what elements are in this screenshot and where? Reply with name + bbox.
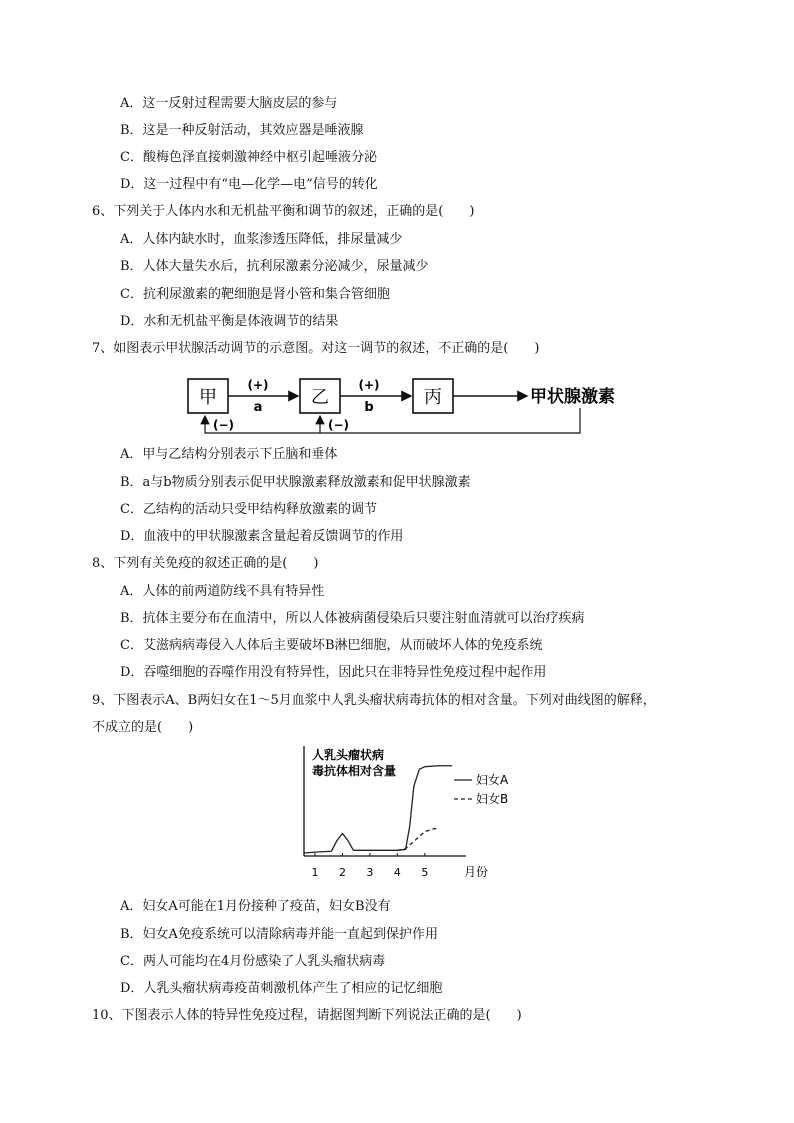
thyroid-hormone-label: 甲状腺激素 (530, 387, 615, 407)
x-axis-label: 月份 (464, 865, 489, 879)
legend-label-b: 妇女B (476, 792, 509, 806)
q6-option-b: B．人体大量失水后，抗利尿激素分泌减少，尿量减少 (120, 259, 429, 274)
y-axis-label-1: 人乳头瘤状病 (312, 748, 385, 762)
y-axis-label-2: 毒抗体相对含量 (312, 764, 397, 778)
q9-option-c: C．两人可能均在4月份感染了人乳头瘤状病毒 (120, 954, 386, 969)
thyroid-regulation-diagram (185, 372, 655, 440)
x-tick-label: 5 (421, 866, 429, 879)
x-tick-label: 3 (366, 866, 374, 879)
q9-stem-line1: 9、下图表示A、B两妇女在1～5月血浆中人乳头瘤状病毒抗体的相对含量。下列对曲线图的解释， (92, 693, 656, 708)
q6-option-a: A．人体内缺水时，血浆渗透压降低，排尿量减少 (120, 232, 403, 247)
q9-option-a: A．妇女A可能在1月份接种了疫苗，妇女B没有 (120, 899, 391, 914)
q7-option-b: B．a与b物质分别表示促甲状腺激素释放激素和促甲状腺激素 (120, 475, 471, 490)
series-line-b (397, 828, 438, 850)
q5-option-d: D．这一过程中有“电—化学—电”信号的转化 (120, 177, 378, 192)
q7-option-d: D．血液中的甲状腺激素含量起着反馈调节的作用 (120, 529, 404, 544)
q6-option-c: C．抗利尿激素的靶细胞是肾小管和集合管细胞 (120, 287, 390, 302)
box-bing-label: 丙 (424, 387, 442, 408)
antibody-chart (296, 742, 516, 882)
label-b: b (364, 400, 374, 415)
q6-stem: 6、下列关于人体内水和无机盐平衡和调节的叙述，正确的是( ) (92, 204, 475, 219)
q10-stem: 10、下图表示人体的特异性免疫过程，请据图判断下列说法正确的是( ) (92, 1008, 522, 1023)
q7-option-a: A．甲与乙结构分别表示下丘脑和垂体 (120, 447, 338, 462)
q5-option-a: A．这一反射过程需要大脑皮层的参与 (120, 96, 338, 111)
q8-option-b: B．抗体主要分布在血清中，所以人体被病菌侵染后只要注射血清就可以治疗疾病 (120, 611, 585, 626)
q7-option-c: C．乙结构的活动只受甲结构释放激素的调节 (120, 502, 377, 517)
x-tick-label: 2 (338, 866, 346, 879)
box-jia-label: 甲 (199, 387, 217, 408)
q6-option-d: D．水和无机盐平衡是体液调节的结果 (120, 314, 339, 329)
x-tick-label: 1 (311, 866, 319, 879)
legend-label-a: 妇女A (476, 773, 509, 787)
q8-stem: 8、下列有关免疫的叙述正确的是( ) (92, 556, 319, 571)
x-tick-label: 4 (393, 866, 401, 879)
q5-option-c: C．酸梅色泽直接刺激神经中枢引起唾液分泌 (120, 150, 377, 165)
q8-option-c: C．艾滋病病毒侵入人体后主要破坏B淋巴细胞，从而破坏人体的免疫系统 (120, 638, 543, 653)
q7-stem: 7、如图表示甲状腺活动调节的示意图。对这一调节的叙述，不正确的是( ) (92, 341, 540, 356)
plus-label-b: (+) (358, 378, 380, 392)
q9-option-b: B．妇女A免疫系统可以清除病毒并能一直起到保护作用 (120, 927, 438, 942)
q8-option-a: A．人体的前两道防线不具有特异性 (120, 584, 325, 599)
box-yi-label: 乙 (311, 387, 329, 408)
minus-label-2: (−) (328, 418, 350, 432)
q9-option-d: D．人乳头瘤状病毒疫苗刺激机体产生了相应的记忆细胞 (120, 981, 443, 996)
label-a: a (253, 400, 263, 415)
q8-option-d: D．吞噬细胞的吞噬作用没有特异性，因此只在非特异性免疫过程中起作用 (120, 665, 547, 680)
plus-label-a: (+) (247, 378, 269, 392)
minus-label-1: (−) (213, 418, 235, 432)
series-line-a (304, 766, 452, 853)
q9-stem-line2: 不成立的是( ) (92, 720, 194, 735)
q5-option-b: B．这是一种反射活动，其效应器是唾液腺 (120, 123, 364, 138)
